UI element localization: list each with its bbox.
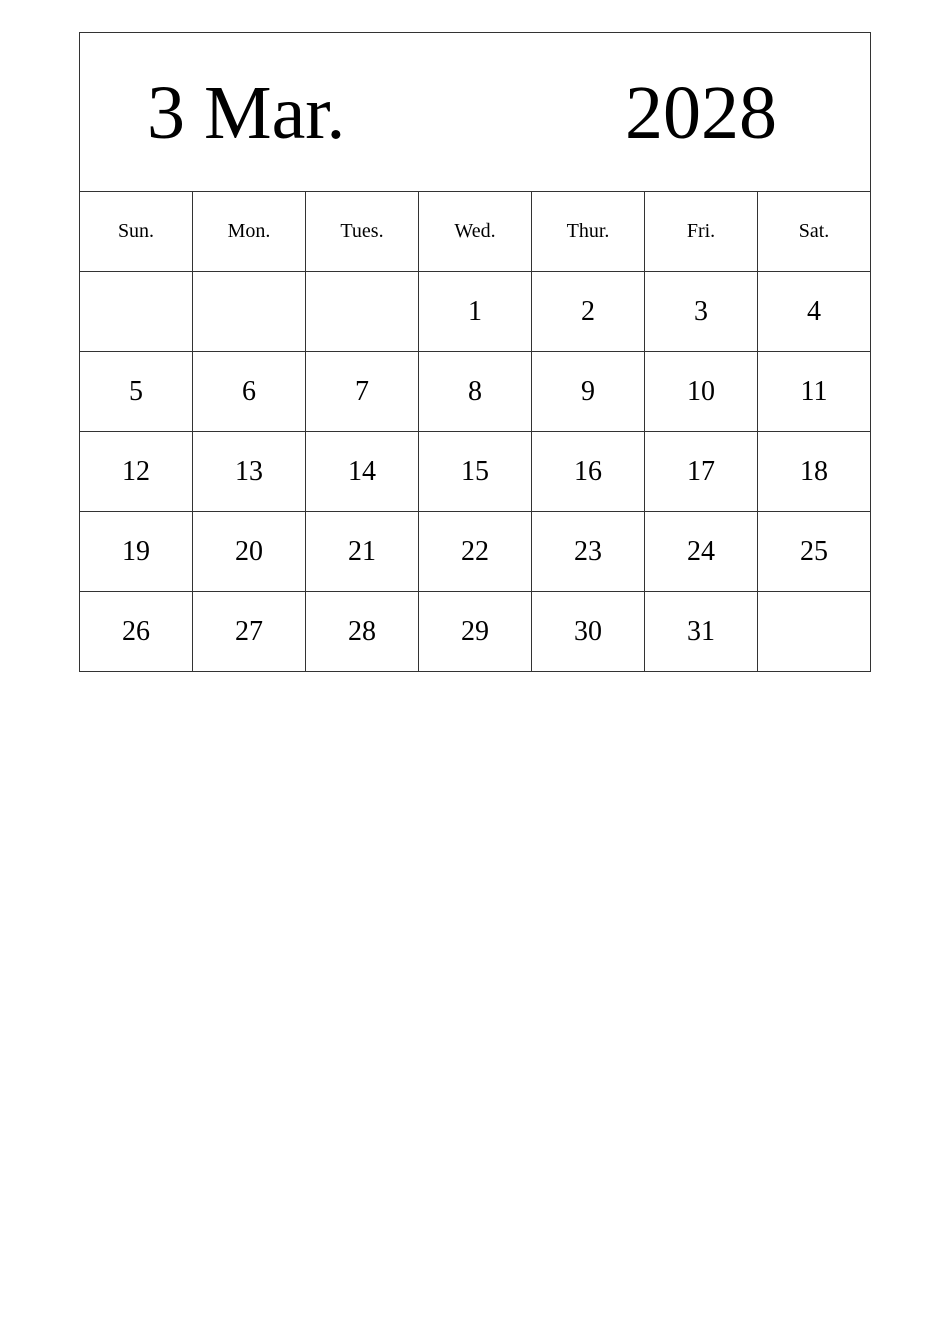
- day-cell: [193, 272, 306, 352]
- month-title: 3 Mar.: [147, 71, 346, 155]
- day-cell: 14: [306, 432, 419, 512]
- day-cell: 28: [306, 592, 419, 672]
- day-cell: 8: [419, 352, 532, 432]
- day-cell: 30: [532, 592, 645, 672]
- day-cell: 10: [645, 352, 758, 432]
- day-cell: [306, 272, 419, 352]
- day-cell: [758, 592, 871, 672]
- calendar-table: [79, 32, 871, 672]
- weekday-monday: Mon.: [193, 192, 306, 272]
- calendar-header: [80, 33, 871, 192]
- day-cell: 27: [193, 592, 306, 672]
- day-cell: 4: [758, 272, 871, 352]
- week-row-5: [80, 592, 871, 672]
- day-cell: 18: [758, 432, 871, 512]
- calendar-header-inner: [80, 33, 870, 191]
- week-row-3: [80, 432, 871, 512]
- day-cell: 17: [645, 432, 758, 512]
- day-cell: 13: [193, 432, 306, 512]
- day-cell: 7: [306, 352, 419, 432]
- day-cell: 22: [419, 512, 532, 592]
- week-row-4: [80, 512, 871, 592]
- day-cell: 20: [193, 512, 306, 592]
- year-title: 2028: [625, 71, 777, 155]
- day-cell: 23: [532, 512, 645, 592]
- day-cell: 2: [532, 272, 645, 352]
- day-cell: 3: [645, 272, 758, 352]
- day-cell: 16: [532, 432, 645, 512]
- day-cell: 12: [80, 432, 193, 512]
- day-cell: 31: [645, 592, 758, 672]
- day-cell: 15: [419, 432, 532, 512]
- day-cell: 29: [419, 592, 532, 672]
- weekday-tuesday: Tues.: [306, 192, 419, 272]
- day-cell: 1: [419, 272, 532, 352]
- weekday-saturday: Sat.: [758, 192, 871, 272]
- day-cell: 6: [193, 352, 306, 432]
- week-row-1: [80, 272, 871, 352]
- day-cell: 11: [758, 352, 871, 432]
- weekday-wednesday: Wed.: [419, 192, 532, 272]
- day-cell: [80, 272, 193, 352]
- calendar-header-row: [80, 33, 871, 192]
- weekday-thursday: Thur.: [532, 192, 645, 272]
- day-cell: 24: [645, 512, 758, 592]
- day-cell: 19: [80, 512, 193, 592]
- weekday-header-row: [80, 192, 871, 272]
- week-row-2: [80, 352, 871, 432]
- weekday-sunday: Sun.: [80, 192, 193, 272]
- day-cell: 26: [80, 592, 193, 672]
- day-cell: 5: [80, 352, 193, 432]
- day-cell: 21: [306, 512, 419, 592]
- weekday-friday: Fri.: [645, 192, 758, 272]
- day-cell: 9: [532, 352, 645, 432]
- day-cell: 25: [758, 512, 871, 592]
